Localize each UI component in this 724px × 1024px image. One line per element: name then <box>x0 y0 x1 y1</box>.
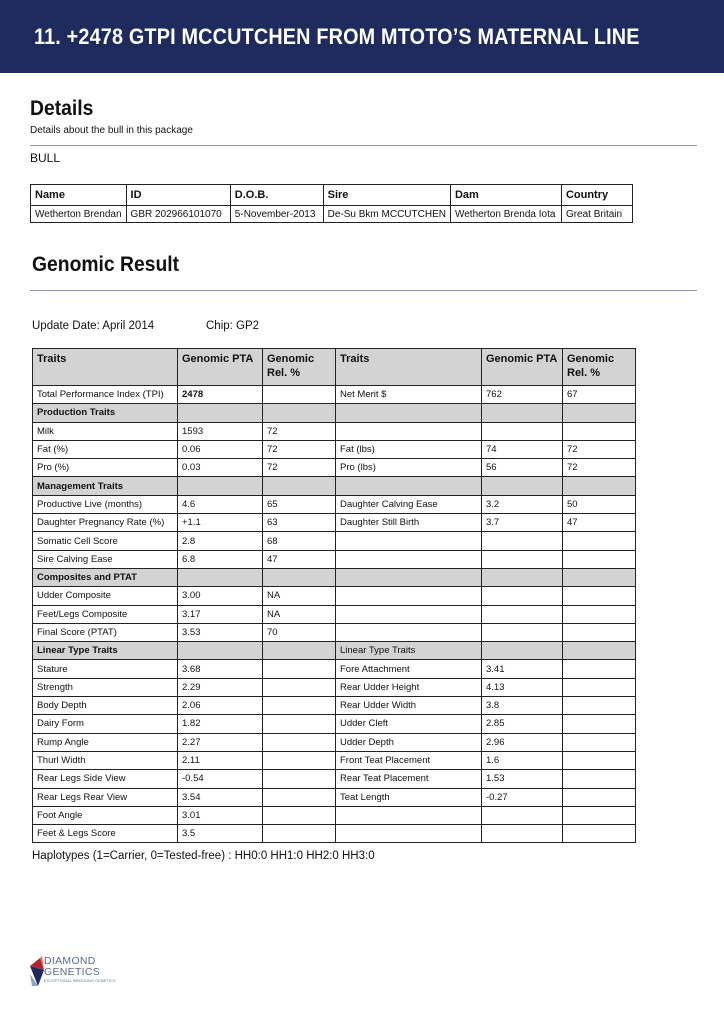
details-subtitle: Details about the bull in this package <box>30 125 193 136</box>
table-cell <box>263 697 336 715</box>
table-cell <box>563 751 636 769</box>
table-row <box>33 733 636 751</box>
bull-table-header <box>31 185 633 206</box>
table-cell: Daughter Pregnancy Rate (%) <box>33 514 178 532</box>
table-cell: 70 <box>263 623 336 641</box>
table-row <box>33 422 636 440</box>
table-cell <box>263 568 336 586</box>
table-cell <box>563 642 636 660</box>
table-cell <box>263 733 336 751</box>
table-cell: 2.27 <box>178 733 263 751</box>
table-cell: 2.85 <box>482 715 563 733</box>
bull-name: Wetherton Brendan <box>31 206 127 223</box>
table-cell: Fat (%) <box>33 440 178 458</box>
table-cell <box>563 788 636 806</box>
table-cell <box>263 404 336 422</box>
table-cell: Udder Composite <box>33 587 178 605</box>
table-cell: 72 <box>263 440 336 458</box>
table-cell: 3.8 <box>482 697 563 715</box>
table-cell: 68 <box>263 532 336 550</box>
genomic-heading: Genomic Result <box>32 253 180 276</box>
table-cell: Rear Udder Height <box>336 678 482 696</box>
table-cell: Fore Attachment <box>336 660 482 678</box>
table-cell: Feet & Legs Score <box>33 825 178 843</box>
table-cell <box>482 587 563 605</box>
table-row <box>33 440 636 458</box>
table-cell: 2.29 <box>178 678 263 696</box>
table-cell <box>563 605 636 623</box>
bull-dob: 5-November-2013 <box>230 206 323 223</box>
table-cell: 3.17 <box>178 605 263 623</box>
table-cell <box>263 642 336 660</box>
table-cell: +1.1 <box>178 514 263 532</box>
table-cell: Udder Depth <box>336 733 482 751</box>
table-cell <box>263 806 336 824</box>
table-row <box>33 623 636 641</box>
table-cell <box>336 587 482 605</box>
table-cell <box>263 678 336 696</box>
table-row <box>33 532 636 550</box>
bull-details-table <box>30 184 633 223</box>
bull-col-dam: Dam <box>450 185 561 206</box>
table-cell: Rear Teat Placement <box>336 770 482 788</box>
table-cell <box>482 532 563 550</box>
details-divider <box>30 145 697 146</box>
table-row <box>33 770 636 788</box>
table-cell <box>263 660 336 678</box>
table-cell: 50 <box>563 495 636 513</box>
table-cell: Teat Length <box>336 788 482 806</box>
table-cell <box>563 532 636 550</box>
bull-dam: Wetherton Brenda Iota <box>450 206 561 223</box>
table-cell: 1593 <box>178 422 263 440</box>
table-cell <box>178 568 263 586</box>
table-cell <box>563 623 636 641</box>
logo-line-1: DIAMOND <box>44 955 96 967</box>
bull-sire: De-Su Bkm MCCUTCHEN <box>323 206 450 223</box>
table-cell <box>263 788 336 806</box>
table-cell: 3.54 <box>178 788 263 806</box>
table-cell: Udder Cleft <box>336 715 482 733</box>
bull-col-country: Country <box>561 185 632 206</box>
table-cell: Productive Live (months) <box>33 495 178 513</box>
table-cell: Composites and PTAT <box>33 568 178 586</box>
section-row <box>33 477 636 495</box>
table-row <box>33 678 636 696</box>
table-cell <box>178 477 263 495</box>
table-cell <box>336 825 482 843</box>
table-cell: 47 <box>563 514 636 532</box>
table-cell: Rump Angle <box>33 733 178 751</box>
table-cell: 6.8 <box>178 550 263 568</box>
table-cell <box>263 825 336 843</box>
table-cell <box>563 568 636 586</box>
table-cell <box>336 623 482 641</box>
table-cell: 3.41 <box>482 660 563 678</box>
col-rel-left: Genomic Rel. % <box>263 349 336 386</box>
logo-tagline: EXCEPTIONAL BREEDING GENETICS <box>44 978 116 983</box>
table-cell: Milk <box>33 422 178 440</box>
table-cell: NA <box>263 605 336 623</box>
table-cell: Stature <box>33 660 178 678</box>
table-cell: Final Score (PTAT) <box>33 623 178 641</box>
table-cell <box>263 715 336 733</box>
table-cell <box>563 550 636 568</box>
table-cell <box>563 806 636 824</box>
logo-line-2: GENETICS <box>44 966 101 978</box>
header-banner <box>0 0 724 73</box>
table-cell: Somatic Cell Score <box>33 532 178 550</box>
table-cell <box>563 697 636 715</box>
table-cell <box>563 770 636 788</box>
table-row <box>33 825 636 843</box>
table-cell <box>482 806 563 824</box>
table-cell <box>563 660 636 678</box>
bull-col-dob: D.O.B. <box>230 185 323 206</box>
table-cell: Linear Type Traits <box>336 642 482 660</box>
table-cell <box>336 806 482 824</box>
col-pta-left: Genomic PTA <box>178 349 263 386</box>
chip-type: Chip: GP2 <box>206 320 260 332</box>
table-cell: 72 <box>563 459 636 477</box>
table-cell: 4.6 <box>178 495 263 513</box>
table-cell: 3.2 <box>482 495 563 513</box>
table-cell <box>482 825 563 843</box>
table-cell: 4.13 <box>482 678 563 696</box>
table-cell: Front Teat Placement <box>336 751 482 769</box>
bull-id: GBR 202966101070 <box>126 206 230 223</box>
table-cell: Foot Angle <box>33 806 178 824</box>
table-cell: 2.8 <box>178 532 263 550</box>
table-cell: 3.5 <box>178 825 263 843</box>
table-cell: 56 <box>482 459 563 477</box>
table-cell <box>178 642 263 660</box>
table-row <box>33 605 636 623</box>
page-title: 11. +2478 GTPI MCCUTCHEN FROM MTOTO’S MATERNAL LINE <box>34 23 640 49</box>
table-cell <box>336 422 482 440</box>
section-row <box>33 568 636 586</box>
table-cell: 1.82 <box>178 715 263 733</box>
table-cell <box>563 733 636 751</box>
table-cell <box>563 678 636 696</box>
table-row <box>33 715 636 733</box>
table-cell: Linear Type Traits <box>33 642 178 660</box>
table-cell: 65 <box>263 495 336 513</box>
table-row <box>33 751 636 769</box>
bull-country: Great Britain <box>561 206 632 223</box>
table-row <box>33 386 636 404</box>
table-row <box>33 806 636 824</box>
table-cell <box>336 568 482 586</box>
table-cell <box>563 404 636 422</box>
table-cell <box>563 477 636 495</box>
table-row <box>33 459 636 477</box>
table-cell: NA <box>263 587 336 605</box>
table-cell: -0.27 <box>482 788 563 806</box>
table-cell: Feet/Legs Composite <box>33 605 178 623</box>
table-cell: 63 <box>263 514 336 532</box>
col-pta-right: Genomic PTA <box>482 349 563 386</box>
table-cell: 3.01 <box>178 806 263 824</box>
table-cell <box>336 605 482 623</box>
table-cell: 2.96 <box>482 733 563 751</box>
table-cell: Management Traits <box>33 477 178 495</box>
table-cell: Daughter Calving Ease <box>336 495 482 513</box>
table-row <box>33 587 636 605</box>
table-row <box>33 788 636 806</box>
table-cell <box>263 386 336 404</box>
table-cell <box>563 422 636 440</box>
table-cell: 72 <box>263 422 336 440</box>
bull-label: BULL <box>30 151 61 165</box>
table-cell <box>263 477 336 495</box>
table-cell: 72 <box>263 459 336 477</box>
col-traits-left: Traits <box>33 349 178 386</box>
table-cell: 1.53 <box>482 770 563 788</box>
table-cell: 0.06 <box>178 440 263 458</box>
table-cell: 3.53 <box>178 623 263 641</box>
table-cell: 762 <box>482 386 563 404</box>
section-row <box>33 642 636 660</box>
table-cell <box>263 751 336 769</box>
update-date: Update Date: April 2014 <box>32 320 155 332</box>
table-cell <box>482 642 563 660</box>
table-cell: 3.00 <box>178 587 263 605</box>
table-cell: 67 <box>563 386 636 404</box>
table-cell: Rear Legs Side View <box>33 770 178 788</box>
table-row <box>31 206 633 223</box>
table-cell: 47 <box>263 550 336 568</box>
table-cell: 2.06 <box>178 697 263 715</box>
table-row <box>33 697 636 715</box>
table-cell <box>336 550 482 568</box>
genomic-traits-table <box>32 348 636 843</box>
table-cell <box>482 623 563 641</box>
table-cell: Pro (%) <box>33 459 178 477</box>
table-row <box>33 660 636 678</box>
table-cell: 72 <box>563 440 636 458</box>
table-cell: Dairy Form <box>33 715 178 733</box>
table-cell: Rear Udder Width <box>336 697 482 715</box>
table-cell <box>482 477 563 495</box>
table-cell <box>482 568 563 586</box>
haplotypes-note: Haplotypes (1=Carrier, 0=Tested-free) : HH0:0 HH1:0 HH2:0 HH3:0 <box>32 850 375 862</box>
bull-col-name: Name <box>31 185 127 206</box>
section-row <box>33 404 636 422</box>
traits-table-header <box>33 349 636 386</box>
table-cell <box>178 404 263 422</box>
table-cell <box>482 605 563 623</box>
table-cell: Fat (lbs) <box>336 440 482 458</box>
table-cell: 2.11 <box>178 751 263 769</box>
table-cell <box>482 422 563 440</box>
table-cell: Sire Calving Ease <box>33 550 178 568</box>
table-cell: 3.68 <box>178 660 263 678</box>
table-cell <box>563 715 636 733</box>
table-cell: Strength <box>33 678 178 696</box>
table-cell: Body Depth <box>33 697 178 715</box>
table-row <box>33 514 636 532</box>
table-cell <box>563 825 636 843</box>
bull-col-sire: Sire <box>323 185 450 206</box>
table-cell: Total Performance Index (TPI) <box>33 386 178 404</box>
table-cell: Daughter Still Birth <box>336 514 482 532</box>
table-cell: Net Merit $ <box>336 386 482 404</box>
table-cell: Thurl Width <box>33 751 178 769</box>
col-traits-right: Traits <box>336 349 482 386</box>
col-rel-right: Genomic Rel. % <box>563 349 636 386</box>
table-cell: 2478 <box>178 386 263 404</box>
genomic-divider <box>30 290 697 291</box>
table-cell <box>336 477 482 495</box>
table-cell <box>336 532 482 550</box>
table-cell: 0.03 <box>178 459 263 477</box>
table-cell: Production Traits <box>33 404 178 422</box>
details-heading: Details <box>30 97 94 120</box>
table-cell <box>482 550 563 568</box>
table-row <box>33 550 636 568</box>
table-cell: 3.7 <box>482 514 563 532</box>
table-cell: -0.54 <box>178 770 263 788</box>
table-cell <box>563 587 636 605</box>
table-cell <box>336 404 482 422</box>
table-cell: Rear Legs Rear View <box>33 788 178 806</box>
table-cell: 1.6 <box>482 751 563 769</box>
table-cell <box>263 770 336 788</box>
table-cell <box>482 404 563 422</box>
table-cell: 74 <box>482 440 563 458</box>
traits-table-body <box>33 386 636 843</box>
bull-col-id: ID <box>126 185 230 206</box>
table-cell: Pro (lbs) <box>336 459 482 477</box>
table-row <box>33 495 636 513</box>
